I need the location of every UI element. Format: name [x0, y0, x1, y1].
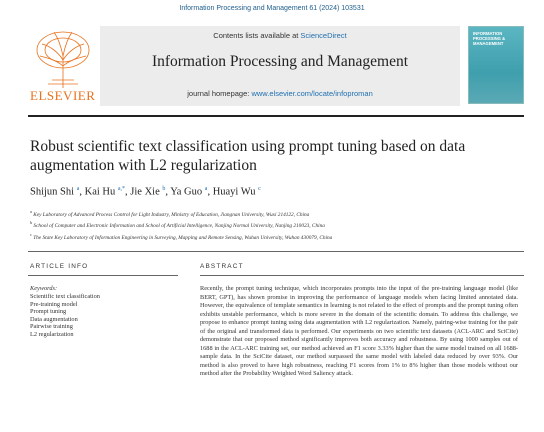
affiliation-text: The State Key Laboratory of Information Engineering in Surveying, Mapping and Remote Sensing, Wuhan University, Wuhan 430079, China	[33, 234, 333, 241]
abstract-text: Recently, the prompt tuning technique, which incorporates prompts into the input of the pre-training language model (like BERT, GPT), has shown promise in improving the performance of language models when facing limited annotated data. However, the equivalence of template semantics in learning is not related to the effect of prompts and the prompt tuning often exhibits unstable performance, which is more severe in the domain of the scientific domain. To address this challenge, we propose to enhance prompt tuning using data augmentation with L2 regularization. Namely, pairing-wise training for the pair of the original and transformed data is performed. Our experiments on two scientific text datasets (ACL-ARC and SciCite) demonstrate that our proposed method significantly improves both accuracy and robustness. By using 1000 samples out of 1688 in the ACL-ARC training set, our method achieved an F1 score 3.33% higher than the same model trained on all 1688-sample data. In the SciCite dataset, our method surpassed the same model with labeled data reduced by over 93%. Our method is also proved to have high robustness, reaching F1 scores from 1% to 8% higher than those models without our method after the Probability Weighted Word Saliency attack.	[200, 285, 518, 378]
journal-header	[28, 26, 524, 106]
author-affiliation-marker[interactable]: c	[258, 186, 261, 192]
abstract-divider	[200, 275, 524, 276]
affiliation-text: School of Computer and Electronic Information and School of Artificial Intelligence, Nanjing Normal University, Nanjing 210023, China	[33, 223, 325, 230]
journal-info-box	[100, 26, 460, 106]
author-name[interactable]: Shijun Shi	[30, 186, 75, 198]
affiliation-item	[30, 219, 510, 230]
author-affiliation-marker[interactable]: a,*	[117, 186, 126, 192]
author-name[interactable]: Huayi Wu	[212, 186, 256, 198]
paper-title: Robust scientific text classification using prompt tuning based on data augmentation with L2 regularization	[30, 138, 466, 174]
article-info-divider	[28, 275, 178, 276]
section-divider	[28, 251, 524, 252]
author-name[interactable]: Ya Guo	[170, 186, 203, 198]
elsevier-tree-icon	[28, 26, 98, 90]
affiliation-marker: c	[30, 231, 32, 237]
keyword-item: Prompt tuning	[30, 308, 67, 316]
affiliation-item	[30, 208, 510, 219]
keyword-list	[30, 293, 170, 339]
affiliation-list	[30, 208, 510, 242]
sciencedirect-link[interactable]: ScienceDirect	[300, 31, 347, 40]
affiliation-item	[30, 231, 510, 242]
abstract-heading: ABSTRACT	[200, 263, 244, 270]
header-divider	[28, 115, 524, 117]
keyword-item: L2 regularization	[30, 330, 74, 338]
author-name[interactable]: Kai Hu	[84, 186, 116, 198]
homepage-line	[100, 89, 460, 98]
keyword-item: Pre-training model	[30, 300, 78, 308]
author-name[interactable]: Jie Xie	[130, 186, 160, 198]
contents-line	[100, 31, 460, 40]
author-affiliation-marker[interactable]: a	[76, 186, 80, 192]
article-info-heading: ARTICLE INFO	[30, 263, 89, 270]
journal-reference[interactable]: Information Processing and Management 61 (2024) 103531	[179, 5, 365, 12]
homepage-prefix: journal homepage:	[187, 89, 252, 98]
publisher-wordmark: ELSEVIER	[30, 88, 96, 103]
keywords-label: Keywords:	[30, 285, 58, 292]
elsevier-logo[interactable]	[28, 26, 98, 106]
author-affiliation-marker[interactable]: b	[162, 186, 166, 192]
affiliation-marker: a	[30, 209, 32, 214]
journal-title: Information Processing and Management	[151, 53, 409, 70]
contents-prefix: Contents lists available at	[213, 31, 301, 40]
keyword-item: Scientific text classification	[30, 293, 100, 300]
affiliation-text: Key Laboratory of Advanced Process Control for Light Industry, Ministry of Education, Jiangnan University, Wuxi 214122, China	[33, 211, 310, 218]
affiliation-marker: b	[30, 220, 33, 226]
keyword-item: Data augmentation	[30, 315, 78, 323]
author-affiliation-marker[interactable]: a	[204, 186, 208, 192]
keyword-item: Pairwise training	[30, 323, 73, 331]
cover-title: INFORMATION PROCESSING & MANAGEMENT	[473, 31, 506, 46]
author-list: Shijun Shi $^a$, Kai Hu $^{a,*}$, Jie Xie $^b$, Ya Guo $^a$, Huayi Wu $^c$	[30, 186, 261, 198]
homepage-link[interactable]: www.elsevier.com/locate/infoproman	[251, 89, 373, 98]
journal-cover-thumbnail[interactable]	[468, 26, 524, 104]
